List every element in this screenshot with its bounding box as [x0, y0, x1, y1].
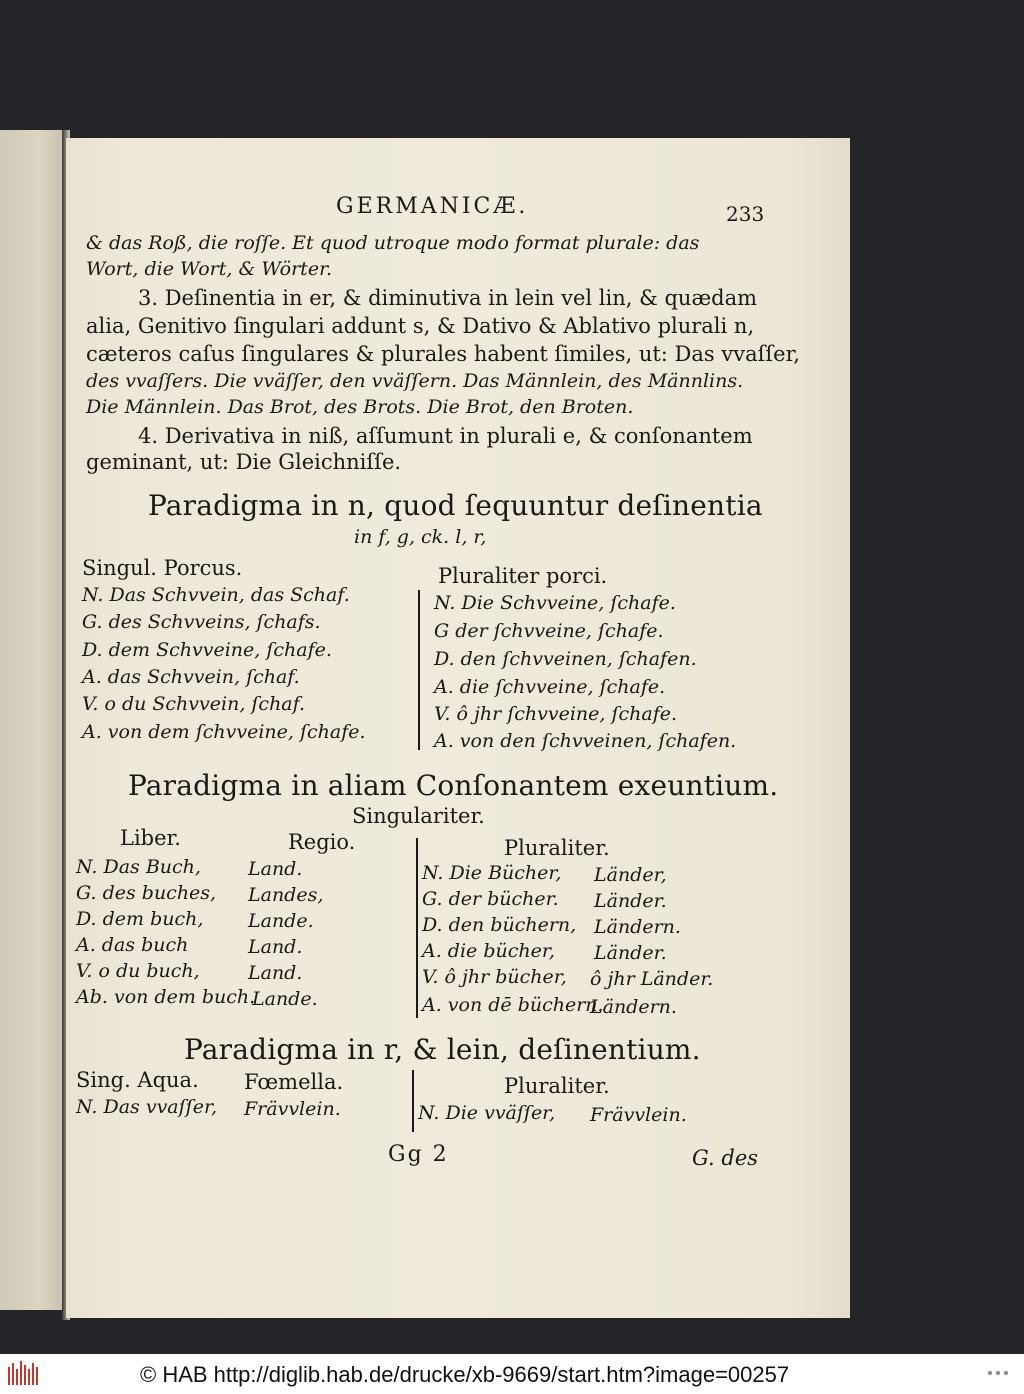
declension-row: D. den ſchvveinen, ſchafen. — [434, 648, 697, 670]
paradigm-subtitle: Singulariter. — [352, 804, 485, 828]
declension-row: N. Das vvaſſer, — [76, 1096, 217, 1118]
declension-row: V. ô jhr ſchvveine, ſchafe. — [434, 703, 678, 725]
declension-row: Lande. — [248, 910, 314, 932]
declension-row: Ländern. — [590, 996, 677, 1018]
column-header: Fœmella. — [244, 1070, 344, 1094]
column-header: Pluraliter. — [504, 836, 610, 860]
text-line: Die Männlein. Das Brot, des Brots. Die Brot, den Broten. — [86, 396, 634, 418]
declension-row: D. dem Schvveine, ſchafe. — [82, 639, 332, 661]
text-line: alia, Genitivo ſingulari addunt s, & Dativo & Ablativo plurali n, — [86, 314, 755, 338]
declension-row: N. Die Schvveine, ſchafe. — [434, 592, 676, 614]
declension-row: Länder, — [594, 864, 667, 886]
declension-row: V. o du buch, — [76, 960, 200, 982]
book-page — [66, 138, 850, 1318]
declension-row: N. Die Bücher, — [422, 862, 562, 884]
declension-row: Ländern. — [594, 916, 681, 938]
running-head: GERMANICÆ. — [336, 194, 529, 219]
text-line: Wort, die Wort, & Wörter. — [86, 258, 333, 280]
column-rule — [418, 590, 420, 750]
declension-row: V. ô jhr bücher, — [422, 966, 567, 988]
declension-row: N. Das Buch, — [76, 856, 201, 878]
paradigm-title: Paradigma in r, & lein, deſinentium. — [184, 1033, 701, 1066]
declension-row: Länder. — [594, 942, 667, 964]
declension-row: A. von den ſchvveinen, ſchafen. — [434, 730, 737, 752]
declension-row: Lande. — [252, 988, 318, 1010]
column-header: Liber. — [120, 826, 181, 850]
declension-row: Land. — [248, 858, 303, 880]
declension-row: A. das Schvvein, ſchaf. — [82, 666, 300, 688]
declension-row: A. die bücher, — [422, 940, 555, 962]
column-header: Sing. Aqua. — [76, 1068, 199, 1092]
declension-row: G. des buches, — [76, 882, 217, 904]
column-rule — [412, 1070, 414, 1132]
paradigm-subtitle: in f, g, ck. l, r, — [354, 526, 487, 548]
declension-row: G. des Schvveins, ſchafs. — [82, 611, 321, 633]
signature-mark: Gg 2 — [388, 1142, 449, 1167]
declension-row: ô jhr Länder. — [590, 968, 714, 990]
declension-row: V. o du Schvvein, ſchaf. — [82, 693, 306, 715]
column-header: Singul. Porcus. — [82, 556, 243, 580]
declension-row: N. Das Schvvein, das Schaf. — [82, 584, 350, 606]
text-line: 4. Derivativa in niß, aſſumunt in plurali e, & conſonantem — [138, 424, 753, 448]
declension-row: Frävvlein. — [244, 1098, 341, 1120]
declension-row: A. von dē büchern. — [422, 994, 604, 1016]
declension-row: Landes, — [248, 884, 324, 906]
declension-row: D. dem buch, — [76, 908, 204, 930]
text-line: 3. Deſinentia in er, & diminutiva in lein vel lin, & quædam — [138, 286, 758, 310]
catchword: G. des — [692, 1146, 759, 1170]
declension-row: Länder. — [594, 890, 667, 912]
declension-row: A. das buch — [76, 934, 189, 956]
declension-row: Land. — [248, 962, 303, 984]
text-line: & das Roß, die roſſe. Et quod utroque modo format plurale: das — [86, 232, 700, 254]
paradigm-title: Paradigma in n, quod ſequuntur deſinentia — [148, 489, 763, 522]
footer-bar — [0, 1354, 1024, 1394]
declension-row: Frävvlein. — [590, 1104, 687, 1126]
column-header: Pluraliter. — [504, 1074, 610, 1098]
text-line: cæteros caſus ſingulares & plurales habent ſimiles, ut: Das vvaſſer, — [86, 342, 800, 366]
dots-icon — [986, 1368, 1010, 1378]
facing-page-edge — [0, 130, 66, 1310]
declension-row: Ab. von dem buch. — [76, 986, 256, 1008]
column-header: Regio. — [288, 830, 356, 854]
text-line: geminant, ut: Die Gleichniſſe. — [86, 450, 402, 474]
declension-row: A. von dem ſchvveine, ſchafe. — [82, 721, 366, 743]
declension-row: Land. — [248, 936, 303, 958]
copyright-link[interactable]: © HAB http://diglib.hab.de/drucke/xb-9669/start.htm?image=00257 — [140, 1362, 790, 1387]
declension-row: N. Die vväſſer, — [418, 1102, 556, 1124]
declension-row: G der ſchvveine, ſchafe. — [434, 620, 664, 642]
hab-logo-icon — [6, 1359, 42, 1389]
declension-row: D. den büchern, — [422, 914, 577, 936]
text-line: des vvaſſers. Die vväſſer, den vväſſern. Das Männlein, des Männlins. — [86, 370, 744, 392]
declension-row: A. die ſchvveine, ſchafe. — [434, 676, 666, 698]
paradigm-title: Paradigma in aliam Conſonantem exeuntium. — [128, 769, 779, 802]
page-number: 233 — [726, 202, 765, 226]
column-header: Pluraliter porci. — [438, 564, 608, 588]
declension-row: G. der bücher. — [422, 888, 559, 910]
column-rule — [416, 838, 418, 1018]
